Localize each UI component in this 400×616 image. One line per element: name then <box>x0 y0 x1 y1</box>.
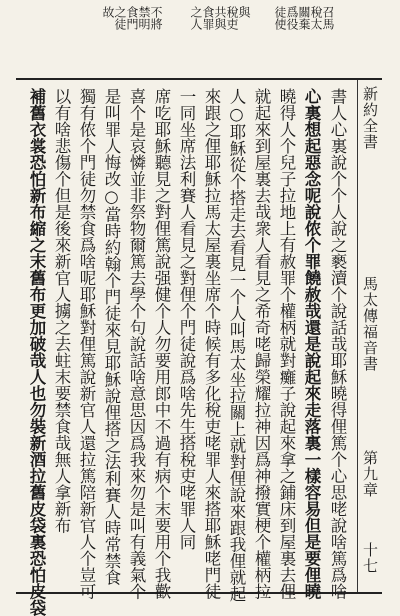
marginal-note: 徒使 <box>273 6 287 30</box>
text-column: 人○耶穌從个搭走去看見一个人叫馬太坐拉關上就對俚說來跟我俚就起 <box>227 88 246 602</box>
marginal-note: 與 <box>237 6 251 18</box>
marginal-note: 共與 <box>213 6 227 30</box>
marginal-note: 稅太 <box>309 6 323 30</box>
text-column: 是叫罪人悔改○當時約翰个門徒來見耶穌說俚搭之法利賽人時常禁食 <box>102 88 121 586</box>
text-column: 書人心裏說个个人說之褻瀆个說話哉耶穌曉得俚篤个心思咾說啥篤爲啥 <box>328 88 347 600</box>
text-column: 獨有侬个門徒勿禁食爲啥呢耶穌對俚篤說新官人還拉篤陪新官人个豈可 <box>77 88 96 600</box>
text-column: 以有啥悲傷个但是後來新官人擄之去蛀末要禁食哉無人拿新布 <box>52 88 71 534</box>
marginal-note: 食門 <box>125 6 139 30</box>
text-frame <box>16 78 382 616</box>
text-column: 喜个是哀憐並非祭物爾篤去學个句說話啥意思因爲我來勿是叫有義氣个 <box>127 88 146 600</box>
marginal-note: 食罪 <box>201 6 215 30</box>
marginal-note: 之人 <box>189 6 203 30</box>
book-title: 新約全書 <box>361 86 379 150</box>
text-column: 一同坐席法利賽人看見之對俚个門徒說爲啥先生搭稅吏咾罪人同 <box>177 88 196 550</box>
text-column: 來跟之俚耶穌拉馬太屋裏坐席个時候有多化稅吏咾罪人來搭耶穌咾門徒 <box>202 88 221 600</box>
marginal-note: 不將 <box>149 6 163 30</box>
marginal-note: 故 <box>101 6 115 18</box>
marginal-notes <box>101 6 340 76</box>
marginal-note: 之徒 <box>113 6 127 30</box>
marginal-note: 爲役 <box>285 6 299 30</box>
text-column: 曉得人个兒子拉地上有赦罪个權柄就對癱子說起來拿之鋪床到屋裏去俚 <box>277 88 296 600</box>
running-header <box>357 80 384 592</box>
gospel-title: 馬太傳福音書 <box>361 276 379 372</box>
marginal-note: 召馬 <box>321 6 335 30</box>
page-number: 十七 <box>361 542 379 574</box>
text-column: 補舊衣裳恐怕新布縮之末舊布更加破哉人也勿裝新酒拉舊皮袋裏恐怕皮袋 <box>27 88 46 616</box>
chapter-label: 第九章 <box>361 450 379 498</box>
marginal-note: 關棄 <box>297 6 311 30</box>
marginal-note: 稅吏 <box>225 6 239 30</box>
marginal-note: 禁明 <box>137 6 151 30</box>
text-column: 心裏想起惡念呢說侬个罪饒赦哉還是說起來走落裏一樣容易但是要俚曉 <box>302 88 321 600</box>
text-column: 席吃耶穌聽見之對俚篤說强健个人勿要用郎中不過有病个末要用个我歡 <box>152 88 171 600</box>
text-column: 就起來到屋裏去哉衆人看見之希奇咾歸榮耀拉神因爲神撥實梗个權柄拉 <box>252 88 271 600</box>
